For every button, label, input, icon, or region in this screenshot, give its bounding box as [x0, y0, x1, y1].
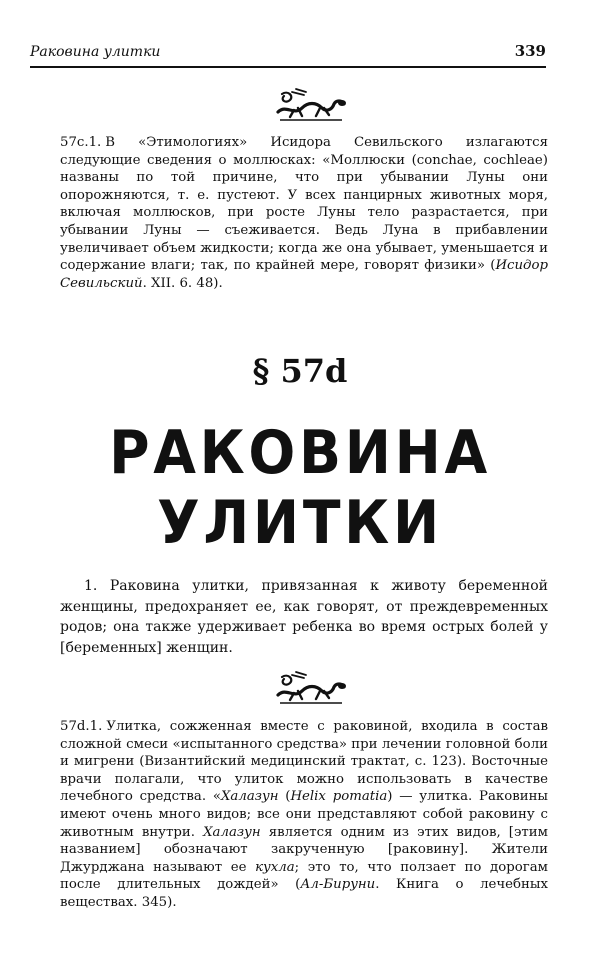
note-text-part: . Книга о лечебных веществах. 345).: [60, 877, 548, 910]
section-title-line-1: РАКОВИНА: [109, 418, 491, 488]
page-number: 339: [514, 42, 546, 60]
paragraph-1: 1. Раковина улитки, привязанная к животу беременной женщины, предохраняет ее, как говорят, от преждевременных родов; она также удерживает ребенка во время острых болей у [беременных] женщин.: [60, 578, 548, 656]
note-source-tail: . XII. 6. 48).: [142, 275, 223, 291]
note-57c1: [60, 134, 548, 292]
note-italic-term: Халазун: [203, 824, 261, 840]
note-text-part: Улитка, сожженная вместе с раковиной, входила в состав сложной смеси «испытанного средства» при лечении головной боли и мигрени (Византийский медицинский трактат, с. 123). Восточные врачи полагали, что улиток можно использовать в качестве лечебного средства. «: [60, 719, 548, 805]
note-source-italic: Исидор Севильский: [60, 258, 548, 291]
running-header: [30, 44, 546, 60]
note-italic-term: Халазун: [220, 789, 279, 805]
note-text-part: ; это то, что ползает по дорогам после длительных дождей» (: [60, 859, 548, 893]
lizard-ornament-icon: [272, 669, 348, 707]
lizard-ornament-icon: [272, 86, 348, 124]
note-text-part: является одним из этих видов, [этим названием] обозначают закрученную [раковину]. Жители Джурджана называют ее: [60, 824, 548, 875]
note-text-part: ) — улитка. Раковины имеют очень много видов; все они представляют собой раковину с животным внутри.: [60, 789, 549, 840]
note-text-part: (: [278, 789, 291, 805]
note-57d1: [60, 718, 548, 912]
note-italic-term: Ал-Бируни: [300, 877, 376, 893]
section-title-line-2: УЛИТКИ: [157, 488, 443, 558]
section-number: § 57d: [252, 352, 348, 390]
note-italic-term: Helix pomatia: [290, 789, 388, 805]
header-rule: [30, 66, 546, 68]
note-italic-term: кухла: [255, 859, 295, 875]
note-number: 57d.1.: [60, 719, 103, 734]
running-title: Раковина улитки: [30, 44, 161, 60]
note-text: В «Этимологиях» Исидора Севильского излагаются следующие сведения о моллюсках: «Моллюски (conchae, cochleae) названы по той причине, что при убывании Луны они опорожняются, т. е. пустеют. У всех панцирных животных моря, включая моллюсков, при росте Луны тело разрастается, при убывании Луны — съеживается. Ведь Луна в прибавлении увеличивает объем жидкости; когда же она убывает, уменьшается и содержание влаги; так, по крайней мере, говорят физики» (: [60, 135, 548, 274]
note-number: 57с.1.: [60, 135, 102, 150]
